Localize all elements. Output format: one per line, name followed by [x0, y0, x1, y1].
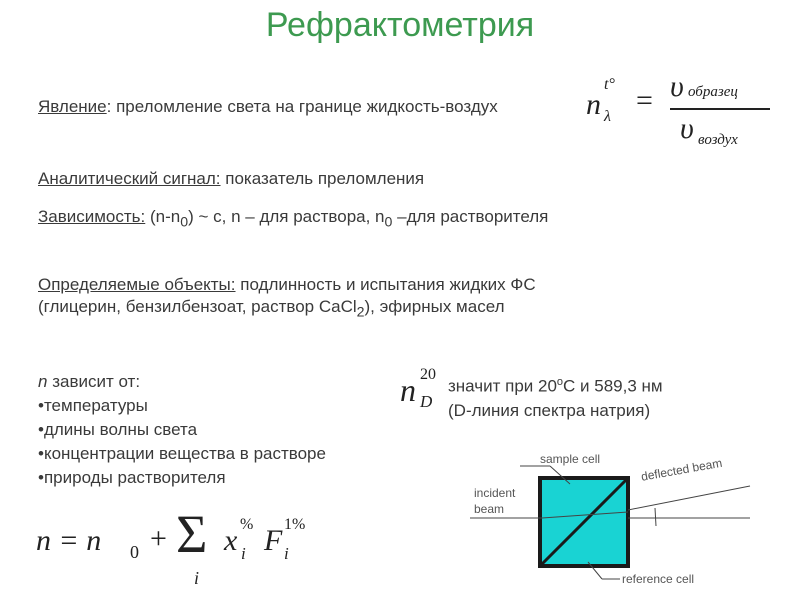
nd20-line2: (D-линия спектра натрия) [448, 400, 651, 420]
ratio-equals: = [636, 84, 653, 117]
nd20-n: n [400, 372, 416, 408]
objects-sub: 2 [356, 304, 365, 321]
ratio-num-sub: образец [688, 84, 738, 100]
dependence-label: Зависимость: [38, 207, 146, 226]
sum-x: x [224, 524, 238, 557]
ratio-den-sub: воздух [698, 132, 738, 148]
ratio-sub: λ [604, 108, 611, 125]
dependence-block [38, 206, 583, 233]
deflection-marker [655, 508, 656, 526]
phenomenon-label: Явление [38, 97, 107, 116]
objects-text-b: ), эфирных масел [364, 297, 505, 316]
n-symbol: n [38, 372, 48, 391]
cell-diagram [470, 444, 770, 594]
sum-F-sub: i [284, 544, 289, 563]
signal-label: Аналитический сигнал: [38, 169, 221, 188]
fraction-bar [670, 108, 770, 110]
nd20-symbol [400, 364, 444, 414]
list-item: •концентрации вещества в растворе [38, 444, 326, 463]
dependence-text-c: –для растворителя [392, 207, 549, 226]
sum-sigma: Σ [176, 504, 208, 564]
sum-index: i [194, 568, 200, 588]
reference-cell-label: reference cell [622, 572, 695, 586]
nd20-sup: 20 [420, 366, 436, 383]
nd20-note [448, 370, 663, 423]
slide-title: Рефрактометрия [265, 6, 535, 44]
list-item: •длины волны света [38, 420, 198, 439]
nd20-line1-a: значит при 20 [448, 376, 557, 396]
dependence-sub0: 0 [180, 214, 189, 231]
n-depends-heading [38, 370, 326, 394]
sum-plus: + [150, 522, 167, 555]
dependence-text-a: (n-n [145, 207, 181, 226]
phenomenon-text: : преломление света на границе жидкость-воздух [106, 97, 498, 116]
nd20-line1-b: С и 589,3 нм [563, 376, 663, 396]
sum-F: F [264, 524, 283, 557]
list-item: •природы растворителя [38, 468, 226, 487]
nd20-line1-sup: о [556, 376, 564, 388]
beam-label: beam [474, 502, 505, 516]
objects-text-a: подлинность и испытания жидких ФС (глицерин, бензилбензоат, раствор CaCl [38, 275, 536, 316]
nd20-sub: D [420, 392, 433, 411]
sum-x-sub: i [241, 544, 246, 563]
ratio-formula [586, 70, 786, 170]
sum-formula [36, 506, 336, 596]
phenomenon-block [38, 96, 508, 118]
ratio-den: υ [680, 112, 694, 145]
ratio-sup: t° [604, 76, 615, 93]
sum-F-sup: 1% [284, 516, 306, 533]
objects-label: Определяемые объекты: [38, 275, 236, 294]
ratio-n: n [586, 88, 601, 121]
signal-block [38, 168, 578, 190]
sum-sub0: 0 [130, 542, 139, 562]
sample-cell-label: sample cell [540, 452, 601, 466]
sum-x-sup: % [240, 516, 254, 533]
n-depends-heading-text: зависит от: [47, 372, 141, 391]
dependence-text-b: ) ~ c, n – для раствора, n [188, 207, 385, 226]
list-item: •температуры [38, 396, 148, 415]
signal-text: показатель преломления [220, 169, 425, 188]
ratio-num: υ [670, 70, 684, 103]
deflected-beam-line [628, 486, 750, 510]
dependence-sub1: 0 [384, 214, 393, 231]
nd20-line1 [448, 370, 663, 399]
deflected-beam-label: deflected beam [640, 455, 724, 484]
sum-lhs: n = n [36, 524, 102, 557]
incident-label: incident [474, 486, 516, 500]
n-depends-list [38, 370, 326, 490]
objects-block [38, 274, 578, 323]
